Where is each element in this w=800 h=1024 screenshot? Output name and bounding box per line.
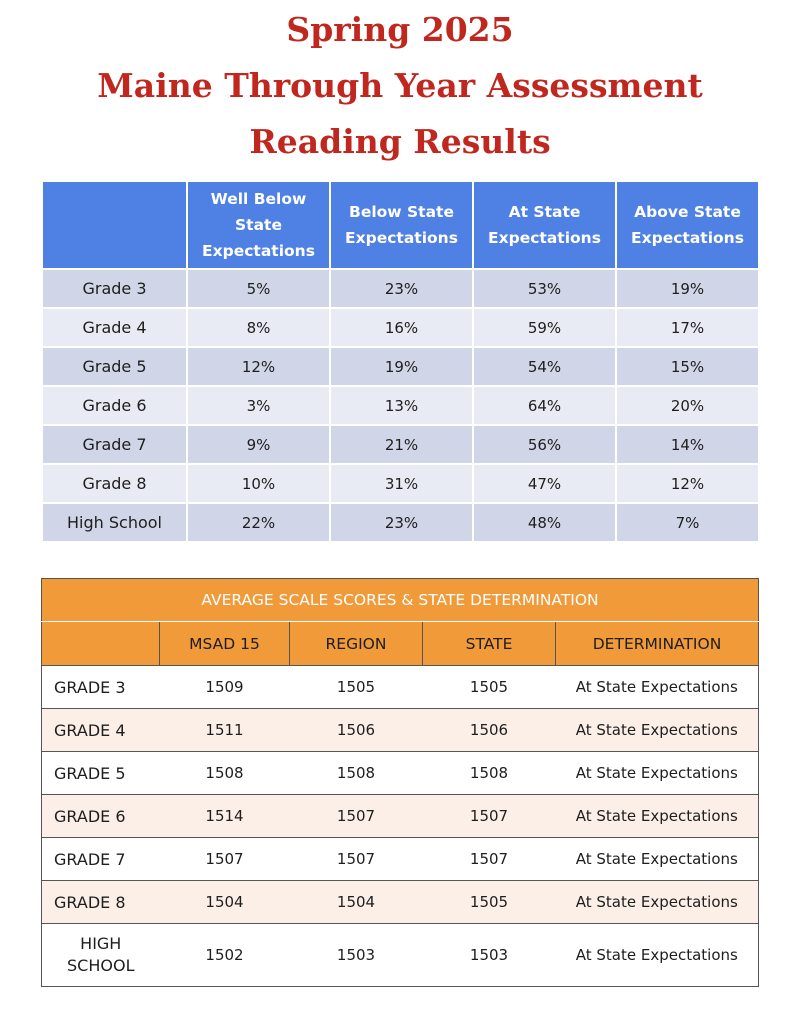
row-label: Grade 3 bbox=[42, 269, 187, 308]
cell-msad: 1509 bbox=[160, 666, 290, 709]
title-line-3: Reading Results bbox=[249, 122, 551, 161]
cell-value: 59% bbox=[473, 308, 616, 347]
cell-value: 64% bbox=[473, 386, 616, 425]
cell-state: 1503 bbox=[423, 924, 556, 987]
cell-value: 5% bbox=[187, 269, 330, 308]
table-row bbox=[42, 425, 759, 464]
table-row bbox=[42, 881, 759, 924]
cell-state: 1506 bbox=[423, 709, 556, 752]
cell-value: 53% bbox=[473, 269, 616, 308]
cell-value: 7% bbox=[616, 503, 759, 542]
row-label: GRADE 6 bbox=[42, 795, 160, 838]
cell-region: 1508 bbox=[290, 752, 423, 795]
reading-results-table bbox=[41, 180, 760, 543]
scale-scores-table bbox=[41, 578, 759, 987]
cell-msad: 1507 bbox=[160, 838, 290, 881]
header-determination: DETERMINATION bbox=[556, 622, 759, 666]
cell-value: 14% bbox=[616, 425, 759, 464]
header-below: Below State Expectations bbox=[330, 181, 473, 269]
cell-value: 17% bbox=[616, 308, 759, 347]
cell-value: 15% bbox=[616, 347, 759, 386]
cell-msad: 1514 bbox=[160, 795, 290, 838]
cell-value: 54% bbox=[473, 347, 616, 386]
table-row bbox=[42, 503, 759, 542]
cell-value: 56% bbox=[473, 425, 616, 464]
header-region: REGION bbox=[290, 622, 423, 666]
cell-determination: At State Expectations bbox=[556, 709, 759, 752]
row-label-line-2: SCHOOL bbox=[67, 956, 135, 975]
row-label: GRADE 3 bbox=[42, 666, 160, 709]
cell-value: 12% bbox=[616, 464, 759, 503]
scale-scores-banner-row bbox=[42, 579, 759, 622]
table-row bbox=[42, 709, 759, 752]
cell-msad: 1511 bbox=[160, 709, 290, 752]
cell-value: 23% bbox=[330, 269, 473, 308]
table-row bbox=[42, 308, 759, 347]
row-label: Grade 6 bbox=[42, 386, 187, 425]
row-label: GRADE 8 bbox=[42, 881, 160, 924]
cell-region: 1506 bbox=[290, 709, 423, 752]
cell-value: 20% bbox=[616, 386, 759, 425]
row-label: High School bbox=[42, 503, 187, 542]
cell-value: 3% bbox=[187, 386, 330, 425]
table-row bbox=[42, 752, 759, 795]
table-row bbox=[42, 924, 759, 987]
header-above: Above State Expectations bbox=[616, 181, 759, 269]
cell-state: 1508 bbox=[423, 752, 556, 795]
cell-value: 21% bbox=[330, 425, 473, 464]
cell-determination: At State Expectations bbox=[556, 881, 759, 924]
reading-results-header-row bbox=[42, 181, 759, 269]
header-well-below: Well Below State Expectations bbox=[187, 181, 330, 269]
cell-value: 13% bbox=[330, 386, 473, 425]
header-state: STATE bbox=[423, 622, 556, 666]
table-row bbox=[42, 838, 759, 881]
header-at: At State Expectations bbox=[473, 181, 616, 269]
cell-region: 1503 bbox=[290, 924, 423, 987]
title-line-2: Maine Through Year Assessment bbox=[97, 66, 703, 105]
cell-determination: At State Expectations bbox=[556, 752, 759, 795]
title-line-1: Spring 2025 bbox=[286, 10, 514, 49]
row-label-line-1: HIGH bbox=[80, 934, 122, 953]
cell-value: 19% bbox=[616, 269, 759, 308]
cell-msad: 1508 bbox=[160, 752, 290, 795]
cell-value: 9% bbox=[187, 425, 330, 464]
table-row bbox=[42, 386, 759, 425]
row-label: GRADE 7 bbox=[42, 838, 160, 881]
cell-region: 1507 bbox=[290, 838, 423, 881]
row-label: Grade 8 bbox=[42, 464, 187, 503]
cell-state: 1507 bbox=[423, 795, 556, 838]
header-msad: MSAD 15 bbox=[160, 622, 290, 666]
table-row bbox=[42, 269, 759, 308]
row-label: Grade 5 bbox=[42, 347, 187, 386]
cell-msad: 1502 bbox=[160, 924, 290, 987]
cell-region: 1507 bbox=[290, 795, 423, 838]
table-row bbox=[42, 347, 759, 386]
table-row bbox=[42, 464, 759, 503]
row-label: Grade 7 bbox=[42, 425, 187, 464]
cell-value: 31% bbox=[330, 464, 473, 503]
cell-state: 1505 bbox=[423, 666, 556, 709]
cell-determination: At State Expectations bbox=[556, 924, 759, 987]
row-label: GRADE 5 bbox=[42, 752, 160, 795]
cell-value: 12% bbox=[187, 347, 330, 386]
cell-value: 16% bbox=[330, 308, 473, 347]
cell-value: 10% bbox=[187, 464, 330, 503]
cell-region: 1504 bbox=[290, 881, 423, 924]
cell-determination: At State Expectations bbox=[556, 666, 759, 709]
cell-value: 48% bbox=[473, 503, 616, 542]
row-label bbox=[42, 924, 160, 987]
cell-determination: At State Expectations bbox=[556, 838, 759, 881]
cell-value: 23% bbox=[330, 503, 473, 542]
cell-state: 1507 bbox=[423, 838, 556, 881]
header-cell-blank bbox=[42, 622, 160, 666]
cell-msad: 1504 bbox=[160, 881, 290, 924]
cell-value: 19% bbox=[330, 347, 473, 386]
row-label: Grade 4 bbox=[42, 308, 187, 347]
cell-region: 1505 bbox=[290, 666, 423, 709]
row-label: GRADE 4 bbox=[42, 709, 160, 752]
scale-scores-header-row bbox=[42, 622, 759, 666]
table-row bbox=[42, 795, 759, 838]
cell-determination: At State Expectations bbox=[556, 795, 759, 838]
table-row bbox=[42, 666, 759, 709]
cell-value: 47% bbox=[473, 464, 616, 503]
cell-state: 1505 bbox=[423, 881, 556, 924]
header-cell-blank bbox=[42, 181, 187, 269]
scale-scores-banner: AVERAGE SCALE SCORES & STATE DETERMINATION bbox=[42, 579, 759, 622]
cell-value: 22% bbox=[187, 503, 330, 542]
page-title bbox=[0, 0, 800, 170]
cell-value: 8% bbox=[187, 308, 330, 347]
